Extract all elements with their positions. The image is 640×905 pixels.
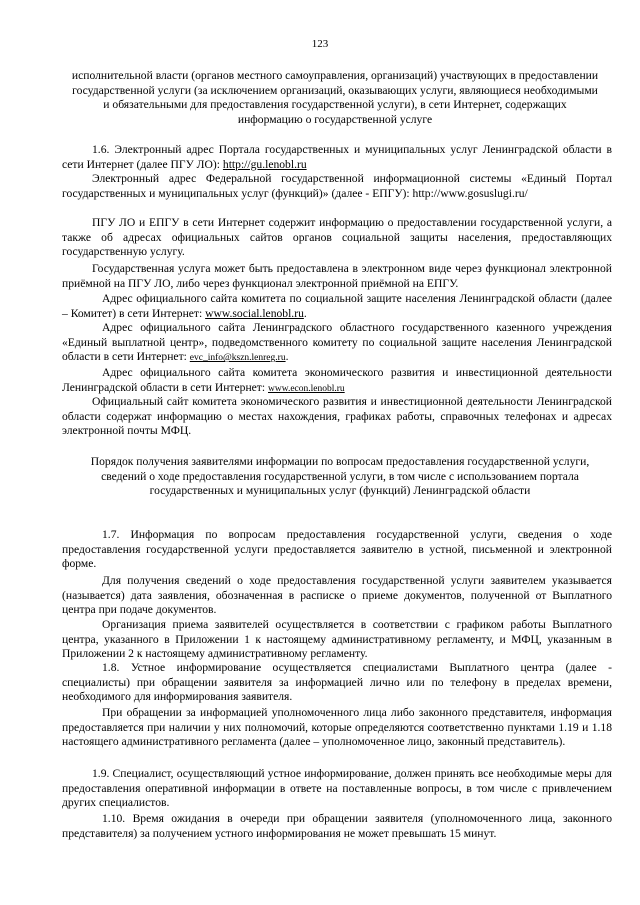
- paragraph-reception-text: Организация приема заявителей осуществляется в соответствии с графиком работы Выплатного центра, указанного в Приложении 1 к настоящему административному регламенту, и МФЦ, указанным в Приложении 2 к настоящему административному регламенту.: [62, 618, 612, 661]
- paragraph-electronic: [62, 262, 612, 291]
- paragraph-1-9-text: 1.9. Специалист, осуществляющий устное информирование, должен принять все необходимые меры для предоставления оперативной информации в ответе на поставленные вопросы, в том числе с привлечением других специалистов.: [62, 767, 612, 810]
- paragraph-representative: [62, 706, 612, 750]
- paragraph-1-9: [62, 767, 612, 811]
- evc-email-link[interactable]: evc_info@kszn.lenreg.ru: [189, 353, 286, 364]
- paragraph-epgu-text: Электронный адрес Федеральной государственной информационной системы «Единый Портал государственных и муниципальных услуг (функций)» (далее - ЕПГУ): http://www.gosuslugi.ru/: [62, 172, 612, 200]
- pgu-lo-link[interactable]: http://gu.lenobl.ru: [222, 157, 307, 171]
- paragraph-1-8-text: 1.8. Устное информирование осуществляется специалистами Выплатного центра (далее - специалисты) при обращении заявителя за информацией лично или по телефону в пределах времени, необходимого для информирования заявителя.: [62, 661, 612, 704]
- paragraph-evc-text: Адрес официального сайта Ленинградского областного государственного казенного учреждения «Единый выплатной центр», подведомственного комитету по социальной защите населения Ленинградской области в сети Интернет:: [62, 321, 612, 364]
- paragraph-committee-text: Адрес официального сайта комитета по социальной защите населения Ленинградской области (далее – Комитет) в сети Интернет:: [62, 292, 612, 320]
- paragraph-econ-text: Адрес официального сайта комитета экономического развития и инвестиционной деятельности Ленинградской области в сети Интернет:: [62, 366, 612, 394]
- paragraph-reception: [62, 618, 612, 662]
- paragraph-representative-text: При обращении за информацией уполномоченного лица либо законного представителя, информация предоставляется при наличии у них полномочий, которые определяются соответственно пунктами 1.19 и 1.18 настоящего административного регламента (далее – уполномоченное лицо, законный представитель).: [62, 706, 612, 749]
- committee-site-link[interactable]: www.social.lenobl.ru: [205, 306, 304, 320]
- section-heading: [75, 455, 605, 499]
- paragraph-1-7-text: 1.7. Информация по вопросам предоставления государственной услуги, сведения о ходе предоставления государственной услуги предоставляется заявителю в устной, письменной и электронной форме.: [62, 528, 612, 571]
- paragraph-electronic-text: Государственная услуга может быть предоставлена в электронном виде через функционал электронной приёмной на ПГУ ЛО, либо через функционал электронной приёмной на ЕПГУ.: [62, 262, 612, 290]
- paragraph-mfc: [62, 395, 612, 439]
- paragraph-1-6: [62, 143, 612, 172]
- top-heading-text: исполнительной власти (органов местного самоуправления, организаций) участвующих в предоставлении государственной услуги (за исключением организаций, оказывающих услуги, являющиеся необходимыми и обязательными для предоставления государственной услуги), в сети Интернет, содержащих информацию о государственной услуге: [71, 69, 599, 126]
- paragraph-1-6-text: 1.6. Электронный адрес Портала государственных и муниципальных услуг Ленинградской области в сети Интернет (далее ПГУ ЛО):: [62, 143, 612, 171]
- section-heading-text: Порядок получения заявителями информации по вопросам предоставления государственной услуги, сведений о ходе предоставления государственной услуги, в том числе с использованием портала государственных и муниципальных услуг (функций) Ленинградской области: [90, 455, 590, 498]
- paragraph-committee: Адрес официального сайта комитета по социальной защите населения Ленинградской области (далее – Комитет) в сети Интернет: www.social.lenobl.ru.: [62, 292, 612, 320]
- paragraph-1-10-text: 1.10. Время ожидания в очереди при обращении заявителя (уполномоченного лица, законного представителя) за получением устного информирования не может превышать 15 минут.: [62, 812, 612, 840]
- econ-site-link[interactable]: www.econ.lenobl.ru: [268, 383, 345, 394]
- top-heading: [70, 69, 600, 127]
- paragraph-pgu-lo: [62, 216, 612, 260]
- paragraph-evc: Адрес официального сайта Ленинградского областного государственного казенного учреждения «Единый выплатной центр», подведомственного комитету по социальной защите населения Ленинградской области в сети Интернет: evc_info@kszn.lenreg.ru.: [62, 321, 612, 364]
- paragraph-status-text: Для получения сведений о ходе предоставления государственной услуги заявителем указывается (называется) дата заявления, обозначенная в расписке о приеме документов, полученной от Выплатного центра при подаче документов.: [62, 574, 612, 617]
- paragraph-1-8: [62, 661, 612, 705]
- paragraph-status: [62, 574, 612, 618]
- paragraph-pgu-lo-text: ПГУ ЛО и ЕПГУ в сети Интернет содержит информацию о предоставлении государственной услуги, а также об адресах официальных сайтов органов социальной защиты населения, предоставляющих государственную услугу.: [62, 216, 612, 259]
- page-number: 123: [311, 38, 329, 50]
- paragraph-1-7: [62, 528, 612, 572]
- paragraph-econ: [62, 366, 612, 396]
- paragraph-1-10: [62, 812, 612, 841]
- paragraph-mfc-text: Официальный сайт комитета экономического развития и инвестиционной деятельности Ленинградской области содержат информацию о местах нахождения, графиках работы, справочных телефонах и адресах электронной почты МФЦ.: [62, 395, 612, 438]
- paragraph-epgu: [62, 172, 612, 201]
